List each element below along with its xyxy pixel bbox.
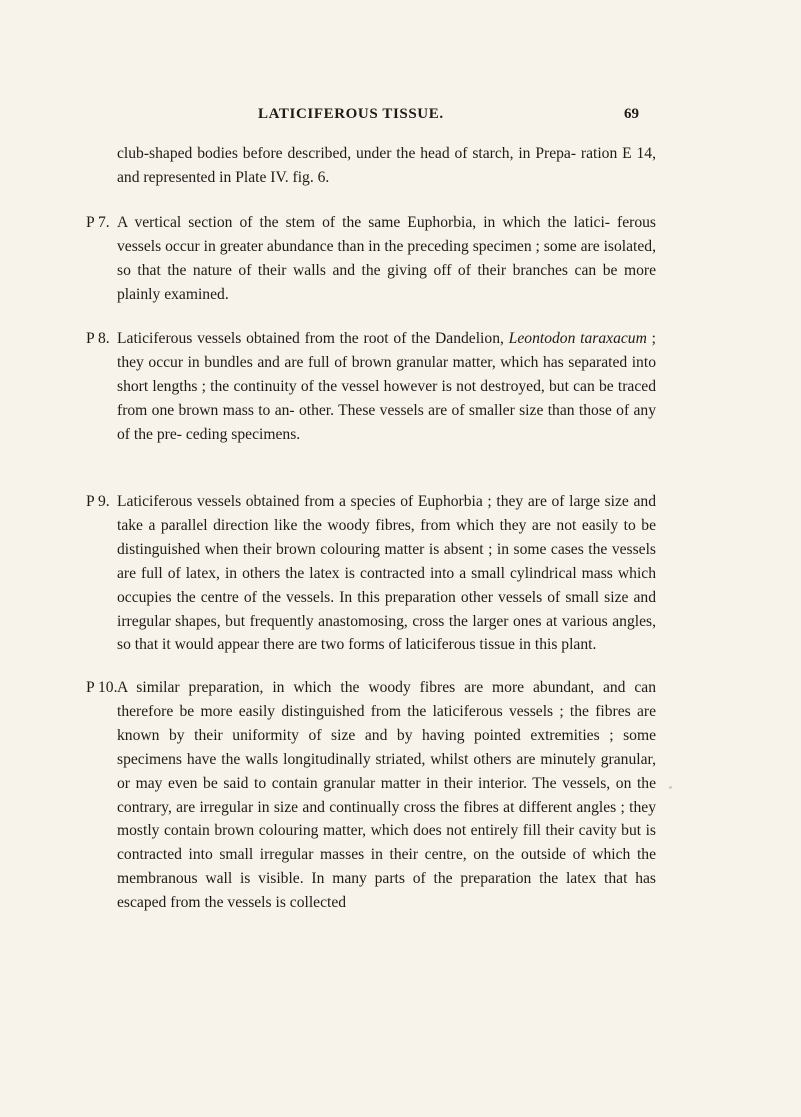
- entry-text: A similar preparation, in which the woody fibres are more abundant, and can therefore be more easily distinguished from the laticiferous vessels ; the fibres are known by their uniformity of size and by having pointed extremities ; some specimens have the walls longitudinally striated, whilst others are minutely granular, or may even be said to contain granular matter in their interior. The vessels, on the contrary, are irregular in size and continually cross the fibres at different angles ; they mostly contain brown colouring matter, which does not entirely fill their cavity but is contracted into small irregular masses in their centre, on the outside of which the membranous wall is visible. In many parts of the preparation the latex that has escaped from the vessels is collected: [117, 679, 656, 912]
- entry-label: P 10.: [86, 679, 118, 696]
- entry-text: Laticiferous vessels obtained from a species of Euphorbia ; they are of large size and take a parallel direction like the woody fibres, from which they are not easily to be distinguished when their brown colouring matter is absent ; in some cases the vessels are full of latex, in others the latex is contracted into a small cylindrical mass which occupies the centre of the vessels. In this preparation other vessels of small size and irregular shapes, but frequently anastomosing, cross the larger ones at various angles, so that it would appear there are two forms of laticiferous tissue in this plant.: [117, 493, 656, 654]
- entry-text: [117, 327, 656, 447]
- catalogue-entry-p9: [86, 490, 656, 657]
- species-name-italic: Leontodon taraxacum: [508, 330, 647, 347]
- entry-label: P 9.: [86, 493, 110, 510]
- catalogue-entry-p8: [86, 327, 656, 447]
- continuation-paragraph: [86, 142, 656, 190]
- catalogue-entry-p7: [86, 211, 656, 307]
- page-number: 69: [624, 106, 639, 122]
- paper-speck: [669, 786, 672, 789]
- entry-text: A vertical section of the stem of the same Euphorbia, in which the latici- ferous vessels occur in greater abundance than in the preceding specimen ; some are isolated, so that the nature of their walls and the giving off of their branches can be more plainly examined.: [117, 214, 656, 303]
- entry-label: P 8.: [86, 330, 110, 347]
- entry-text-start: Laticiferous vessels obtained from the root of the Dandelion,: [117, 330, 509, 347]
- entry-text-end: ; they occur in bundles and are full of brown granular matter, which has separated into short lengths ; the continuity of the vessel however is not destroyed, but can be traced from one brown mass to an- other. These vessels are of smaller size than those of any of the pre- ceding specimens.: [117, 330, 656, 443]
- running-title: LATICIFEROUS TISSUE.: [258, 106, 444, 122]
- paragraph-text: club-shaped bodies before described, under the head of starch, in Prepa- ration E 14, and represented in Plate IV. fig. 6.: [117, 145, 656, 186]
- catalogue-entry-p10: [86, 676, 656, 915]
- entry-label: P 7.: [86, 214, 110, 231]
